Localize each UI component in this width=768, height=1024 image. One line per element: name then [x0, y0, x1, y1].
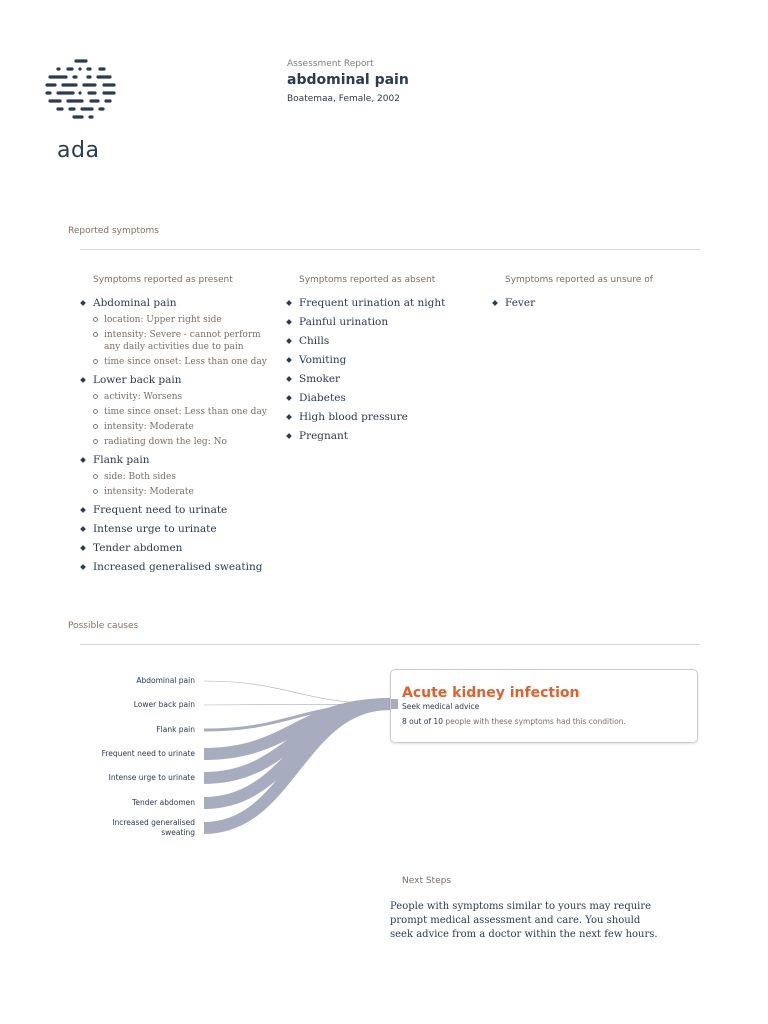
unsure-symptoms-list: [492, 297, 687, 316]
flow-label: Tender abdomen: [132, 798, 195, 807]
symptom-item: Painful urination: [286, 316, 481, 329]
page-title: abdominal pain: [287, 72, 409, 88]
symptom-item: Frequent need to urinate: [80, 504, 275, 517]
flow-label: Increased generalised sweating: [112, 818, 195, 837]
symptom-detail: time since onset: Less than one day: [92, 406, 275, 418]
symptom-item: Intense urge to urinate: [80, 523, 275, 536]
unsure-heading: Symptoms reported as unsure of: [505, 275, 653, 285]
symptom-item: Chills: [286, 335, 481, 348]
cause-title[interactable]: Acute kidney infection: [402, 685, 580, 701]
divider: [80, 644, 700, 645]
present-heading: Symptoms reported as present: [93, 275, 233, 285]
symptom-item: Tender abdomen: [80, 542, 275, 555]
symptom-item: Lower back pain: [80, 374, 275, 387]
flow-label: Frequent need to urinate: [101, 749, 195, 758]
symptom-detail: side: Both sides: [92, 471, 275, 483]
symptom-item: Vomiting: [286, 354, 481, 367]
cause-stat-rest: people with these symptoms had this condition.: [442, 717, 626, 726]
next-steps-text: People with symptoms similar to yours may require prompt medical assessment and care. You should seek advice from a doctor within the next few hours.: [390, 901, 658, 940]
section-label-possible-causes: Possible causes: [68, 621, 139, 631]
symptom-item: Fever: [492, 297, 687, 310]
symptom-item: Flank pain: [80, 454, 275, 467]
symptom-detail: intensity: Moderate: [92, 421, 275, 433]
flow-label: Abdominal pain: [136, 676, 195, 685]
symptom-detail: radiating down the leg: No: [92, 436, 275, 448]
symptom-details: [92, 314, 275, 368]
next-steps-label: Next Steps: [402, 876, 452, 886]
divider: [80, 249, 700, 250]
symptom-details: [92, 391, 275, 448]
symptom-item: Diabetes: [286, 392, 481, 405]
symptom-detail: activity: Worsens: [92, 391, 275, 403]
flow-label: Flank pain: [156, 725, 195, 734]
symptom-detail: intensity: Severe - cannot perform any daily activities due to pain: [92, 329, 275, 353]
symptom-item: Smoker: [286, 373, 481, 386]
symptom-item: Pregnant: [286, 430, 481, 443]
cause-stat-strong: 8 out of 10: [402, 717, 443, 726]
symptom-item: High blood pressure: [286, 411, 481, 424]
cause-stat: [402, 717, 626, 726]
cause-advice: Seek medical advice: [402, 702, 480, 711]
symptom-detail: location: Upper right side: [92, 314, 275, 326]
flow-label: Intense urge to urinate: [108, 773, 195, 782]
symptom-detail: time since onset: Less than one day: [92, 356, 275, 368]
symptom-item: Frequent urination at night: [286, 297, 481, 310]
symptom-item: Abdominal pain: [80, 297, 275, 310]
report-kicker: Assessment Report: [287, 59, 374, 69]
section-label-reported-symptoms: Reported symptoms: [68, 226, 159, 236]
symptom-cause-flow: [80, 668, 400, 848]
symptom-detail: intensity: Moderate: [92, 486, 275, 498]
flow-label: Lower back pain: [133, 700, 195, 709]
patient-meta: Boatemaa, Female, 2002: [287, 94, 400, 104]
present-symptoms-list: [80, 297, 275, 580]
absent-heading: Symptoms reported as absent: [299, 275, 436, 285]
symptom-details: [92, 471, 275, 498]
symptom-item: Increased generalised sweating: [80, 561, 275, 574]
logo-wordmark: ada: [57, 138, 100, 163]
absent-symptoms-list: [286, 297, 481, 449]
ada-logo-icon: [44, 56, 118, 128]
